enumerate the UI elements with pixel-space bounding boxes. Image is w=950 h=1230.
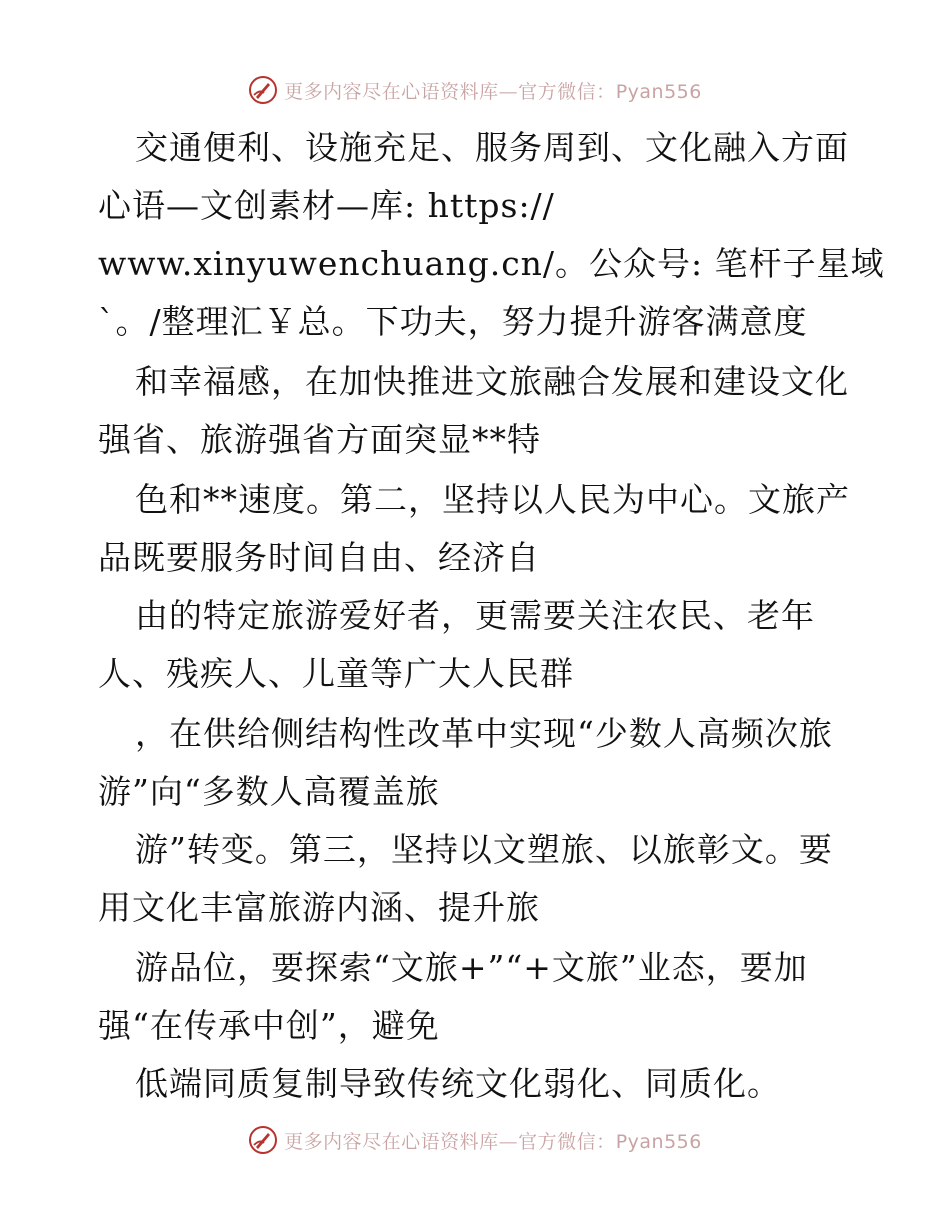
watermark-wechat-label: 官方微信： xyxy=(518,1130,616,1153)
quill-logo-icon xyxy=(248,1125,278,1155)
watermark-brand: 更多内容尽在心语资料库 xyxy=(284,80,499,103)
body-line: www.xinyuwenchuang.cn/。公众号: 笔杆子星域 xyxy=(98,244,885,283)
body-line: 由的特定旅游爱好者，更需要关注农民、老年 xyxy=(135,596,815,635)
body-line: 人、残疾人、儿童等广大人民群 xyxy=(98,654,574,693)
body-line: 交通便利、设施充足、服务周到、文化融入方面 xyxy=(135,128,849,167)
watermark-separator: — xyxy=(498,1130,519,1153)
body-line: 游”转变。第三，坚持以文塑旅、以旅彰文。要 xyxy=(135,830,833,869)
footer-watermark xyxy=(0,1120,950,1160)
body-line: 用文化丰富旅游内涵、提升旅 xyxy=(98,888,540,927)
watermark-wechat-label: 官方微信： xyxy=(518,80,616,103)
body-line: 游”向“多数人高覆盖旅 xyxy=(98,772,440,811)
watermark-text xyxy=(284,77,702,104)
body-line: `。/整理汇￥总。下功夫，努力提升游客满意度 xyxy=(98,302,808,341)
watermark-group xyxy=(248,75,702,105)
watermark-wechat-id: Pyan556 xyxy=(615,1130,702,1153)
body-line: 低端同质复制导致传统文化弱化、同质化。 xyxy=(135,1064,781,1103)
body-line: ，在供给侧结构性改革中实现“少数人高频次旅 xyxy=(135,714,833,753)
watermark-wechat-id: Pyan556 xyxy=(615,80,702,103)
watermark-separator: — xyxy=(498,80,519,103)
watermark-text xyxy=(284,1127,702,1154)
body-line: 和幸福感，在加快推进文旅融合发展和建设文化 xyxy=(135,362,849,401)
watermark-group xyxy=(248,1125,702,1155)
watermark-brand: 更多内容尽在心语资料库 xyxy=(284,1130,499,1153)
body-line: 强省、旅游强省方面突显**特 xyxy=(98,420,541,459)
quill-logo-icon xyxy=(248,75,278,105)
header-watermark xyxy=(0,70,950,110)
body-line: 心语—文创素材—库: https:// xyxy=(98,186,555,225)
body-line: 游品位，要探索“文旅+”“+文旅”业态，要加 xyxy=(135,948,808,987)
body-line: 色和**速度。第二，坚持以人民为中心。文旅产 xyxy=(135,480,850,519)
body-line: 强“在传承中创”，避免 xyxy=(98,1006,440,1045)
body-line: 品既要服务时间自由、经济自 xyxy=(98,538,540,577)
